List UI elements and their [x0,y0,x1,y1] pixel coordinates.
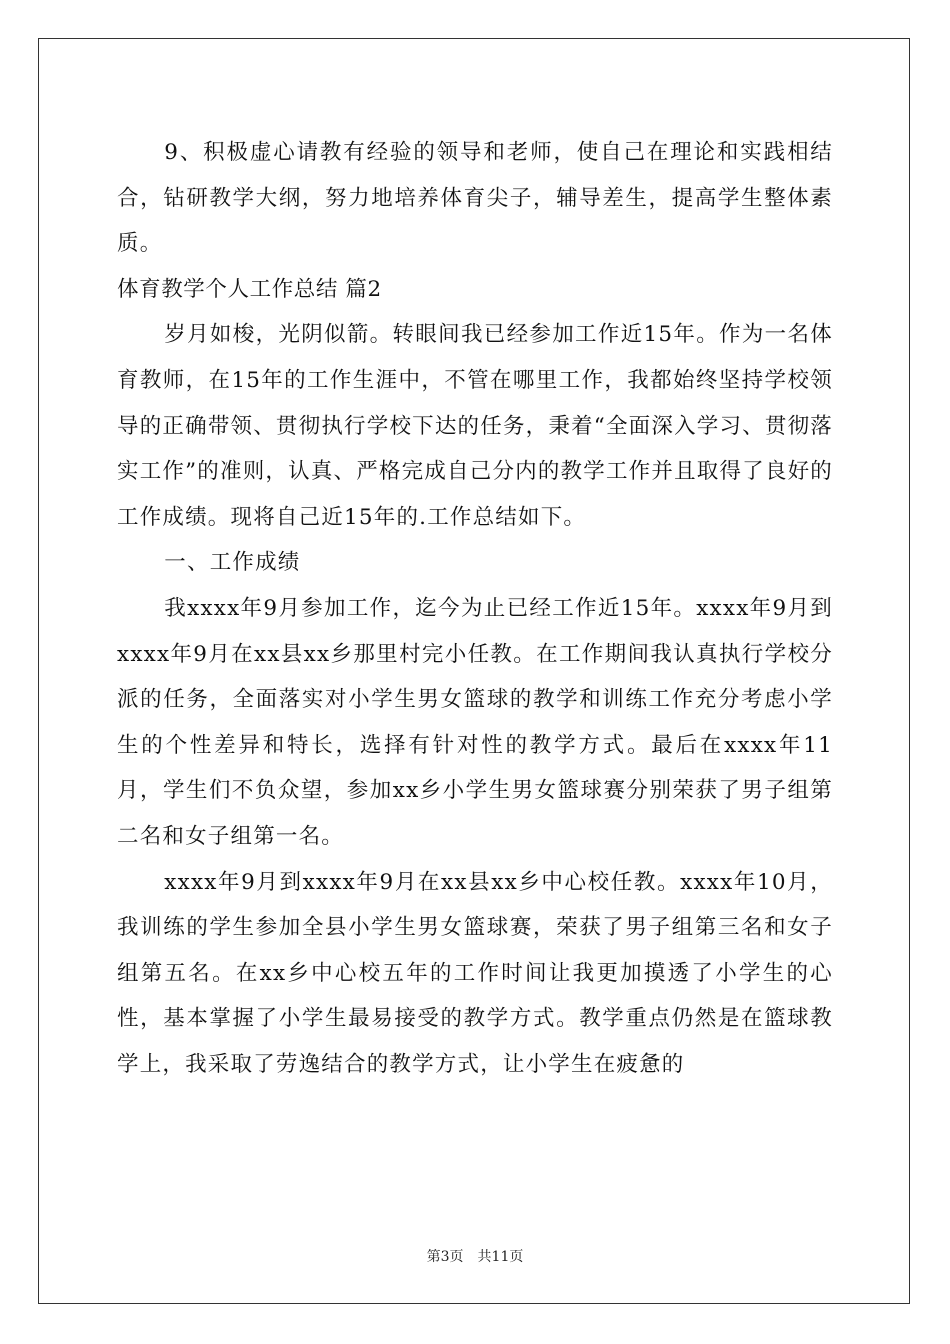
paragraph-item-9: 9、积极虚心请教有经验的领导和老师，使自己在理论和实践相结合，钻研教学大纲，努力地培养体育尖子，辅导差生，提高学生整体素质。 [117,140,833,257]
page-total: 共11页 [477,1249,524,1265]
section-title: 体育教学个人工作总结 篇2 [117,276,382,302]
paragraph-second-post: xxxx年9月到xxxx年9月在xx县xx乡中心校任教。xxxx年10月，我训练的学生参加全县小学生男女篮球赛，荣获了男子组第三名和女子组第五名。在xx乡中心校五年的工作时间让我更加摸透了小学生的心性，基本掌握了小学生最易接受的教学方式。教学重点仍然是在篮球教学上，我采取了劳逸结合的教学方式，让小学生在疲惫的 [117,869,833,1077]
document-body [117,130,833,1087]
page-footer [0,1246,950,1266]
subheading-work-results: 一、工作成绩 [164,550,301,576]
paragraph-first-post: 我xxxx年9月参加工作，迄今为止已经工作近15年。xxxx年9月到xxxx年9月在xx县xx乡那里村完小任教。在工作期间我认真执行学校分派的任务，全面落实对小学生男女篮球的教学和训练工作充分考虑小学生的个性差异和特长，选择有针对性的教学方式。最后在xxxx年11月，学生们不负众望，参加xx乡小学生男女篮球赛分别荣获了男子组第二名和女子组第一名。 [117,595,833,849]
page-number: 第3页 [426,1249,464,1265]
paragraph-intro: 岁月如梭，光阴似箭。转眼间我已经参加工作近15年。作为一名体育教师，在15年的工作生涯中，不管在哪里工作，我都始终坚持学校领导的正确带领、贯彻执行学校下达的任务，秉着“全面深入学习、贯彻落实工作”的准则，认真、严格完成自己分内的教学工作并且取得了良好的工作成绩。现将自己近15年的.工作总结如下。 [117,322,833,530]
